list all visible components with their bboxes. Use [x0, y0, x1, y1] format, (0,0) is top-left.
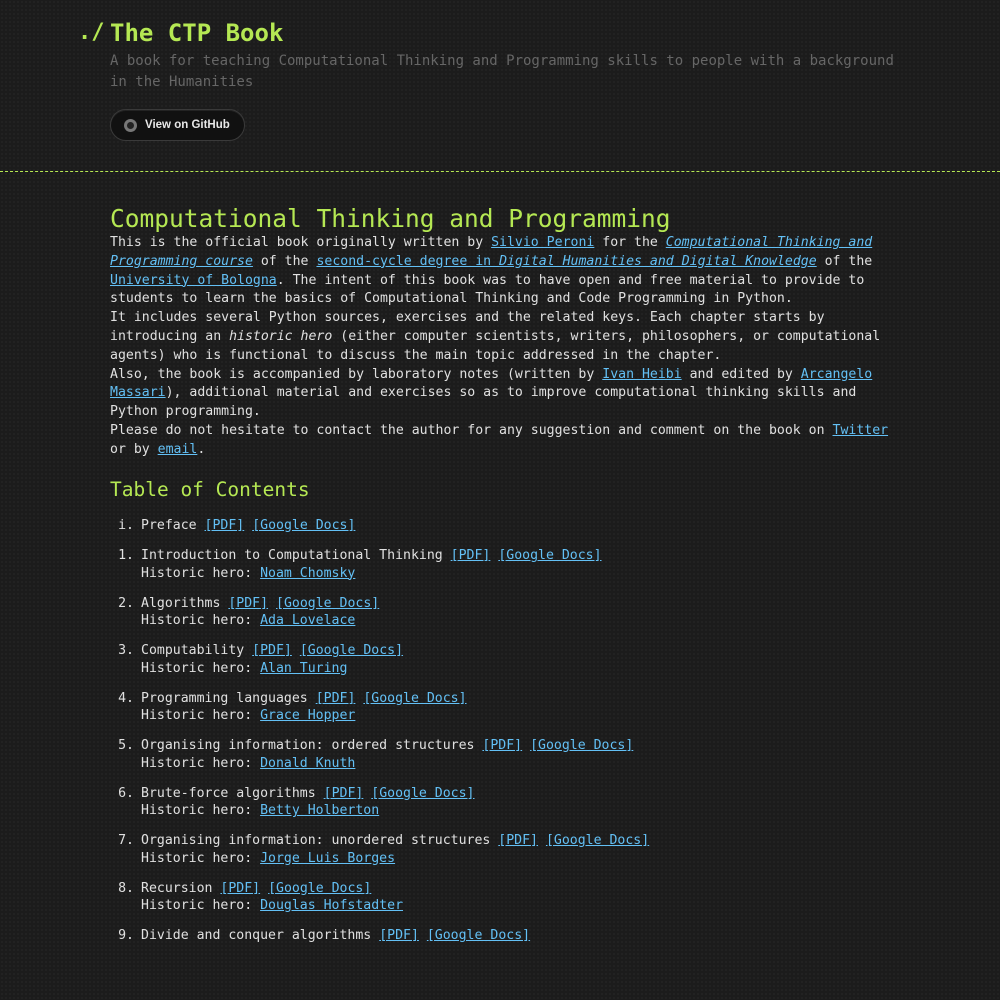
- historic-hero-label: Historic hero:: [141, 755, 261, 771]
- historic-hero-link[interactable]: Noam Chomsky: [260, 565, 356, 581]
- google-docs-link[interactable]: [Google Docs]: [276, 595, 380, 611]
- google-docs-link[interactable]: [Google Docs]: [371, 785, 475, 801]
- pdf-link[interactable]: [PDF]: [450, 548, 491, 564]
- massari-link[interactable]: Arcangelo Massari: [110, 366, 873, 401]
- author-link[interactable]: Silvio Peroni: [491, 235, 595, 250]
- toc-item: [110, 927, 895, 945]
- historic-hero-label: Historic hero:: [141, 803, 261, 819]
- google-docs-link[interactable]: [Google Docs]: [252, 517, 356, 533]
- text: . The intent of this book was to have open and free material to provide to students to learn the basics of Computational Thinking and Code Programming in Python.: [110, 272, 865, 307]
- chapter-title: Algorithms: [141, 595, 221, 611]
- toc-item: [110, 547, 895, 582]
- content-paragraph: [110, 309, 895, 365]
- toc-number: 3.: [118, 643, 134, 659]
- text: of the: [252, 253, 317, 269]
- pdf-link[interactable]: [PDF]: [204, 517, 245, 533]
- historic-hero-link[interactable]: Jorge Luis Borges: [260, 850, 396, 866]
- text: Please do not hesitate to contact the author for any suggestion and comment on the book on: [110, 422, 833, 438]
- email-link[interactable]: email: [157, 441, 198, 457]
- text: .: [197, 441, 206, 457]
- pdf-link[interactable]: [PDF]: [323, 785, 364, 801]
- toc-number: 8.: [118, 880, 134, 896]
- twitter-link[interactable]: Twitter: [832, 422, 889, 438]
- toc-number: 9.: [118, 928, 134, 944]
- text: for the: [594, 235, 666, 250]
- historic-hero-label: Historic hero:: [141, 708, 261, 724]
- historic-hero-link[interactable]: Douglas Hofstadter: [260, 898, 404, 914]
- historic-hero-label: Historic hero:: [141, 850, 261, 866]
- chapter-title: Brute-force algorithms: [141, 785, 316, 801]
- text: (either computer scientists, writers, philosophers, or computational agents) who is functional to discuss the main topic addressed in the chapter.: [110, 328, 881, 363]
- header-inner: [110, 18, 910, 141]
- pdf-link[interactable]: [PDF]: [228, 595, 269, 611]
- chapter-title: Introduction to Computational Thinking: [141, 548, 443, 564]
- github-icon: [124, 119, 137, 132]
- pdf-link[interactable]: [PDF]: [220, 880, 261, 896]
- chapter-title: Preface: [141, 517, 197, 533]
- toc-number: 6.: [118, 785, 134, 801]
- degree-name-emphasis: Digital Humanities and Digital Knowledge: [499, 253, 817, 269]
- text: ), additional material and exercises so as to improve computational thinking skills and Python programming.: [110, 385, 857, 420]
- main-content: [110, 172, 895, 957]
- view-on-github-button[interactable]: [110, 109, 245, 141]
- text: It includes several Python sources, exercises and the related keys. Each chapter starts by introducing an: [110, 310, 825, 344]
- toc-item: [110, 832, 895, 867]
- chapter-title: Organising information: unordered structures: [141, 833, 491, 849]
- chapter-title: Organising information: ordered structures: [141, 738, 475, 754]
- toc-number: 5.: [118, 738, 134, 754]
- intro-paragraph: [110, 234, 895, 309]
- google-docs-link[interactable]: [Google Docs]: [363, 690, 467, 706]
- site-header: [0, 0, 1000, 172]
- google-docs-link[interactable]: [Google Docs]: [268, 880, 372, 896]
- historic-hero-label: Historic hero:: [141, 565, 261, 581]
- toc-item: [110, 785, 895, 820]
- toc-item: [110, 690, 895, 725]
- chapter-title: Programming languages: [141, 690, 308, 706]
- pdf-link[interactable]: [PDF]: [379, 928, 419, 944]
- table-of-contents: [110, 517, 895, 945]
- degree-link[interactable]: second-cycle degree in Digital Humanities and Digital Knowledge: [316, 253, 817, 269]
- chapter-title: Recursion: [141, 880, 213, 896]
- toc-item: [110, 642, 895, 677]
- pdf-link[interactable]: [PDF]: [252, 643, 292, 659]
- historic-hero-link[interactable]: Grace Hopper: [260, 708, 356, 724]
- lab-notes-paragraph: [110, 366, 895, 422]
- google-docs-link[interactable]: [Google Docs]: [426, 928, 531, 944]
- chapter-title: Divide and conquer algorithms: [141, 928, 372, 944]
- google-docs-link[interactable]: [Google Docs]: [498, 548, 602, 564]
- contact-paragraph: [110, 422, 895, 460]
- prompt-symbol: ./: [78, 20, 105, 45]
- page-title: Computational Thinking and Programming: [110, 204, 671, 233]
- historic-hero-link[interactable]: Betty Holberton: [260, 803, 380, 819]
- text: This is the official book originally written by: [110, 235, 492, 250]
- toc-item: [110, 880, 895, 915]
- google-docs-link[interactable]: [Google Docs]: [545, 833, 650, 849]
- chapter-title: Computability: [141, 643, 245, 659]
- historic-hero-label: Historic hero:: [141, 613, 261, 629]
- pdf-link[interactable]: [PDF]: [498, 833, 538, 849]
- toc-number: 1.: [118, 548, 134, 564]
- text: Also, the book is accompanied by laboratory notes (written by: [110, 366, 603, 382]
- toc-number: i.: [118, 517, 134, 533]
- text: and edited by: [681, 366, 801, 382]
- toc-item: [110, 517, 895, 535]
- historic-hero-label: Historic hero:: [141, 660, 261, 676]
- toc-number: 2.: [118, 595, 134, 611]
- historic-hero-link[interactable]: Alan Turing: [260, 660, 348, 676]
- view-on-github-label: View on GitHub: [145, 119, 230, 131]
- site-description: A book for teaching Computational Thinking and Programming skills to people with a background in the Humanities: [110, 53, 894, 90]
- historic-hero-link[interactable]: Ada Lovelace: [260, 613, 356, 629]
- site-title: The CTP Book: [110, 19, 284, 47]
- toc-item: [110, 595, 895, 630]
- emphasis-text: historic hero: [229, 328, 333, 344]
- pdf-link[interactable]: [PDF]: [482, 738, 523, 754]
- pdf-link[interactable]: [PDF]: [315, 690, 356, 706]
- university-link[interactable]: University of Bologna: [110, 272, 277, 288]
- toc-number: 4.: [118, 690, 134, 706]
- course-link[interactable]: Computational Thinking and Programming course: [110, 235, 873, 269]
- text: or by: [110, 441, 158, 457]
- historic-hero-label: Historic hero:: [141, 898, 261, 914]
- toc-number: 7.: [118, 833, 134, 849]
- google-docs-link[interactable]: [Google Docs]: [530, 738, 634, 754]
- toc-heading: Table of Contents: [110, 477, 310, 501]
- heibi-link[interactable]: Ivan Heibi: [602, 366, 682, 382]
- google-docs-link[interactable]: [Google Docs]: [299, 643, 404, 659]
- text: of the: [816, 253, 873, 269]
- historic-hero-link[interactable]: Donald Knuth: [260, 755, 356, 771]
- toc-item: [110, 737, 895, 772]
